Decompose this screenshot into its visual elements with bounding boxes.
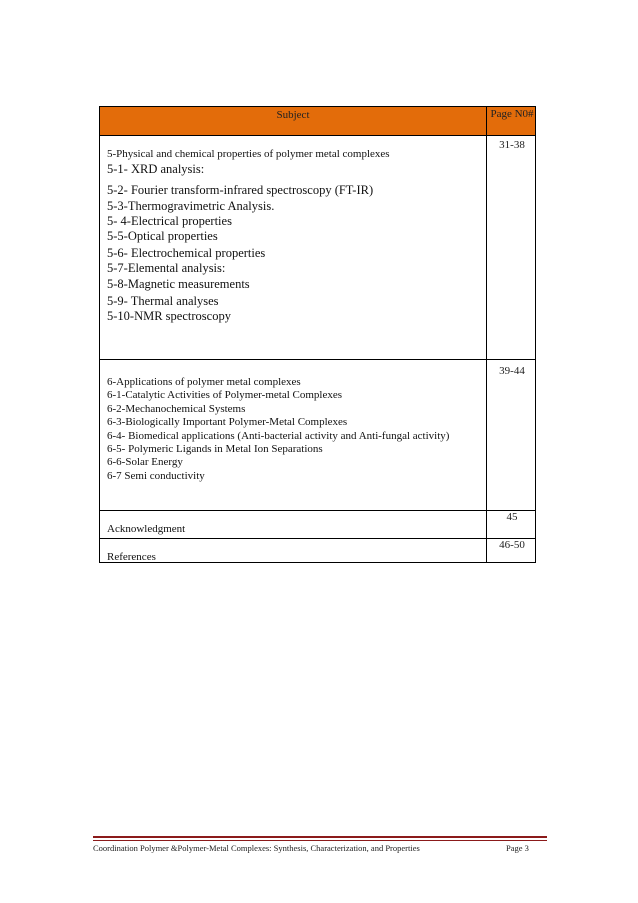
toc-entry: 5- 4-Electrical properties [107,214,232,228]
section-page-range: 31-38 [499,139,525,151]
section-page-range: 39-44 [499,365,525,377]
row-divider [100,538,535,539]
acknowledgment-entry [107,522,482,536]
toc-table [99,106,536,563]
footer-title: Coordination Polymer &Polymer-Metal Complexes: Synthesis, Characterization, and Properties [93,843,420,853]
toc-entry: 5-1- XRD analysis: [107,162,205,176]
toc-entry: 5-5-Optical properties [107,229,218,243]
section-6-entries [107,376,482,483]
footer-page-number: Page 3 [506,843,529,853]
toc-entry: 6-3-Biologically Important Polymer-Metal Complexes [107,416,348,429]
toc-entry: 5-10-NMR spectroscopy [107,309,231,323]
toc-entry: 5-9- Thermal analyses [107,294,219,308]
row-divider [100,359,535,360]
toc-entry: Acknowledgment [107,523,186,535]
section-5-entries [107,147,482,324]
row-divider [100,510,535,511]
header-subject: Subject [276,109,310,121]
toc-entry: 6-7 Semi conductivity [107,469,205,482]
toc-entry: 5-3-Thermogravimetric Analysis. [107,199,275,213]
toc-entry: 5-Physical and chemical properties of polymer metal complexes [107,148,390,160]
toc-entry: 5-2- Fourier transform-infrared spectroscopy (FT-IR) [107,183,374,197]
toc-entry: 6-2-Mechanochemical Systems [107,402,246,415]
header-page-no: Page N0# [490,108,534,120]
toc-entry: References [107,551,156,563]
references-entry [107,550,482,564]
footer-rule [93,840,547,841]
toc-entry: 6-5- Polymeric Ligands in Metal Ion Separations [107,443,323,456]
footer-rule [93,836,547,838]
toc-entry: 6-6-Solar Energy [107,456,183,469]
toc-entry: 6-4- Biomedical applications (Anti-bacterial activity and Anti-fungal activity) [107,429,450,442]
toc-entry: 5-8-Magnetic measurements [107,277,250,291]
column-divider [486,107,487,562]
toc-entry: 5-6- Electrochemical properties [107,246,266,260]
section-page-range: 45 [506,511,518,523]
section-page-range: 46-50 [499,539,525,551]
toc-entry: 5-7-Elemental analysis: [107,261,226,275]
toc-entry: 6-Applications of polymer metal complexes [107,376,301,388]
toc-entry: 6-1-Catalytic Activities of Polymer-metal Complexes [107,389,343,402]
